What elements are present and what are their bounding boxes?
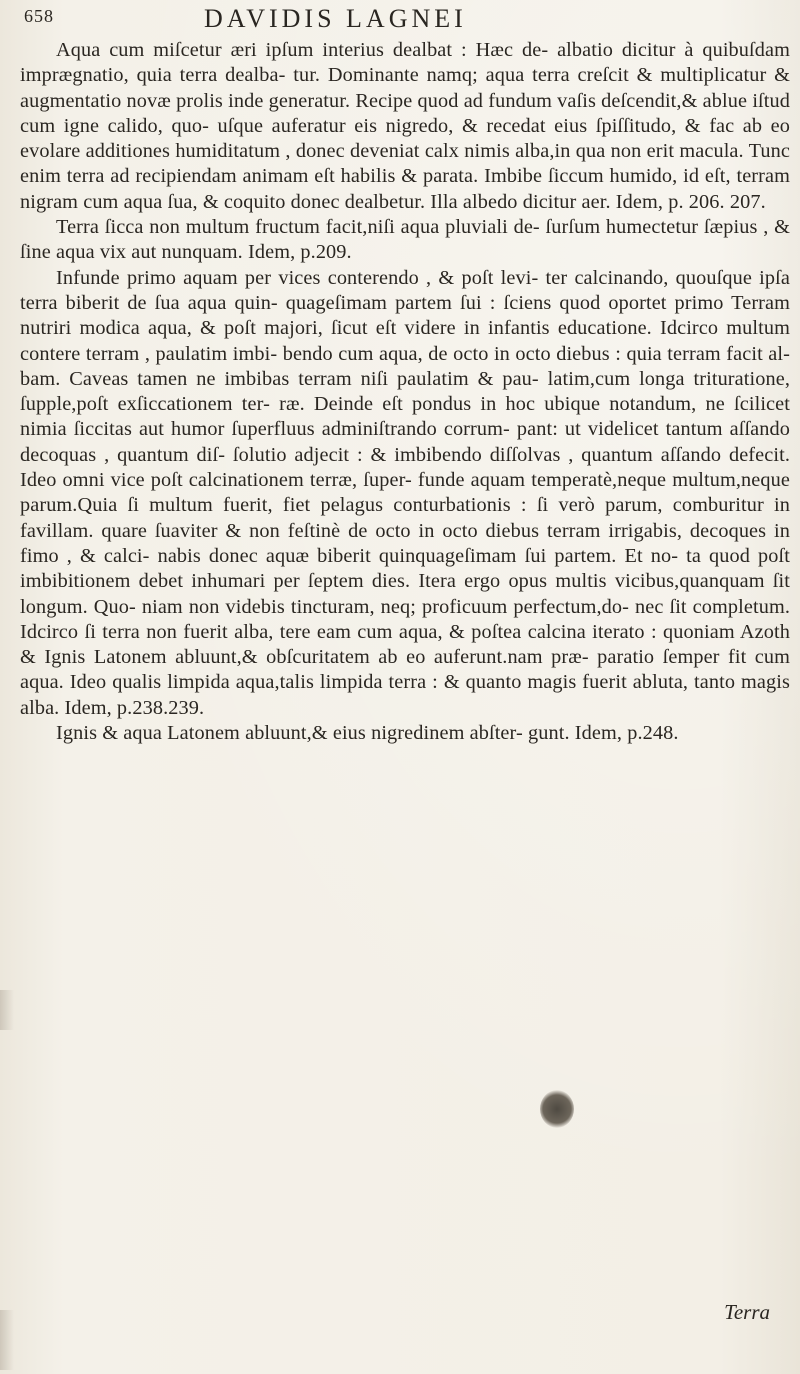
page-header	[24, 4, 776, 38]
paragraph: Aqua cum miſcetur æri ipſum interius dealbat : Hæc de- albatio dicitur à quibuſdam imprægnatio, quia terra dealba- tur. Dominante namq; aqua terra creſcit & multiplicatur & augmentatio novæ prolis inde generatur. Recipe quod ad fundum vaſis deſcendit,& ablue iſtud cum igne calido, quo- uſque auferatur eis nigredo, & recedat eius ſpiſſitudo, & fac ab eo evolare additiones humiditatum , donec deveniat calx nimis alba,in qua non erit macula. Tunc enim terra ad recipiendam animam eſt habilis & parata. Imbibe ſiccum humido, id eſt, terram nigram cum aqua ſua, & coquito donec dealbetur. Illa albedo dicitur aer. Idem, p. 206. 207.	[20, 39, 790, 213]
catchword: Terra	[724, 1300, 770, 1324]
page-edge-stain	[0, 1310, 14, 1370]
paragraph: Ignis & aqua Latonem abluunt,& eius nigredinem abſter- gunt. Idem, p.248.	[56, 722, 679, 745]
paragraph: Terra ſicca non multum fructum facit,niſi aqua pluviali de- ſurſum humectetur ſæpius , & ſine aqua vix aut nunquam. Idem, p.209.	[20, 216, 790, 264]
ink-blot	[540, 1090, 574, 1128]
page-number: 658	[24, 6, 54, 26]
page-edge-stain	[0, 990, 14, 1030]
paragraph: Infunde primo aquam per vices conterendo , & poſt levi- ter calcinando, quouſque ipſa terra biberit de ſua aqua quin- quageſimam partem ſui : ſciens quod oportet primo Terram nutriri modica aqua, & poſt majori, ſicut eſt videre in infantis educatione. Idcirco multum contere terram , paulatim imbi- bendo cum aqua, de octo in octo diebus : quia terram facit al- bam. Caveas tamen ne imbibas terram niſi paulatim & pau- latim,cum longa trituratione, ſupple,poſt exſiccationem ter- ræ. Deinde eſt pondus in hoc ubique notandum, ne ſcilicet nimia ſiccitas aut humor ſuperfluus adminiſtrando corrum- pant: ut videlicet tantum aſſando decoquas , quantum diſ- ſolutio adjecit : & imbibendo diſſolvas , quantum aſſando defecit. Ideo omni vice poſt calcinationem terræ, ſuper- funde aquam temperatè,neque multum,neque parum.Quia ſi multum fuerit, fiet pelagus conturbationis : ſi verò parum, comburitur in favillam. quare ſuaviter & non feſtinè de octo in octo diebus terram irrigabis, decoques in fimo , & calci- nabis donec aquæ biberit quinquageſimam ſui partem. Et no- ta quod poſt imbibitionem debet inhumari per ſeptem dies. Itera ergo opus multis vicibus,quanquam ſit longum. Quo- niam non videbis tincturam, neq; proficuum perfectum,do- nec ſit completum. Idcirco ſi terra non fuerit alba, tere eam cum aqua, & poſtea calcina iterato : quoniam Azoth & Ignis Latonem abluunt,& obſcuritatem ab eo auferunt.nam præ- paratio ſemper fit cum aqua. Ideo qualis limpida aqua,talis limpida terra : & quanto magis fuerit abluta, tanto magis alba. Idem, p.238.239.	[20, 266, 790, 719]
body-text	[20, 38, 790, 746]
running-head: DAVIDIS LAGNEI	[204, 4, 467, 33]
